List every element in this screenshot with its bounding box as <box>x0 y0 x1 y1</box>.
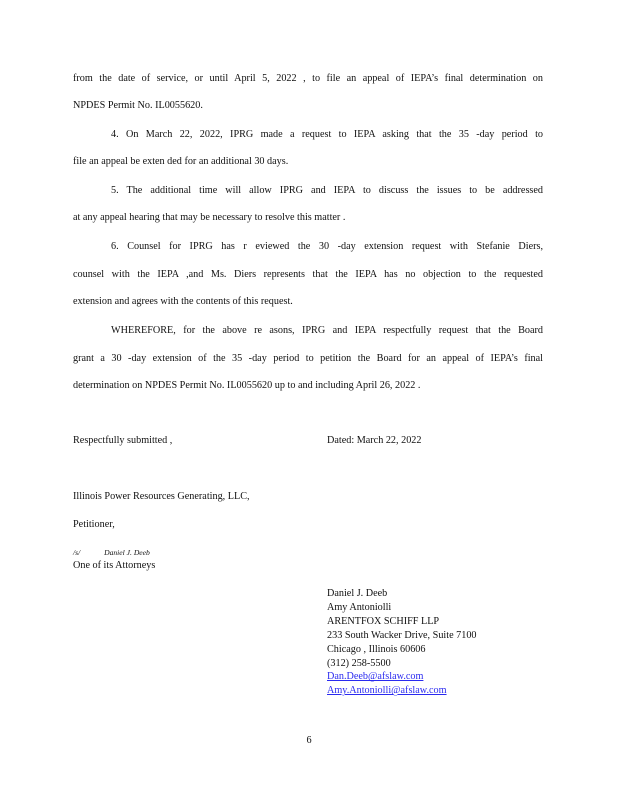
petitioner-label: Petitioner, <box>73 519 115 530</box>
email-link-amy[interactable]: Amy.Antoniolli@afslaw.com <box>327 685 447 697</box>
paragraph-6-line: 6. Counsel for IPRG has r eviewed the 30 -day extension request with Stefanie Diers, <box>111 241 543 252</box>
email-link-dan[interactable]: Dan.Deeb@afslaw.com <box>327 671 424 683</box>
street-address: 233 South Wacker Drive, Suite 7100 <box>327 629 477 641</box>
body-line: grant a 30 -day extension of the 35 -day period to petition the Board for an appeal of IEPA’s final <box>73 353 543 364</box>
body-line: extension and agrees with the contents of this request. <box>73 296 293 307</box>
signature-mark: /s/ <box>73 548 81 557</box>
body-line: from the date of service, or until April 5, 2022 , to file an appeal of IEPA’s final determination on <box>73 73 543 84</box>
body-line: determination on NPDES Permit No. IL0055620 up to and including April 26, 2022 . <box>73 380 421 391</box>
phone-number: (312) 258-5500 <box>327 657 391 669</box>
attorney-name: Amy Antoniolli <box>327 601 392 613</box>
body-line: counsel with the IEPA ,and Ms. Diers represents that the IEPA has no objection to the requested <box>73 269 543 280</box>
dated-line: Dated: March 22, 2022 <box>327 435 422 446</box>
body-line: at any appeal hearing that may be necessary to resolve this matter . <box>73 212 346 223</box>
company-name: Illinois Power Resources Generating, LLC, <box>73 491 250 502</box>
paragraph-4-line: 4. On March 22, 2022, IPRG made a request to IEPA asking that the 35 -day period to <box>111 129 543 140</box>
page-number: 6 <box>306 735 312 746</box>
wherefore-line: WHEREFORE, for the above re asons, IPRG and IEPA respectfully request that the Board <box>111 325 543 336</box>
firm-name: ARENTFOX SCHIFF LLP <box>327 615 440 627</box>
attorney-name: Daniel J. Deeb <box>327 588 388 599</box>
attorney-line: One of its Attorneys <box>73 560 156 571</box>
address-block <box>327 587 477 698</box>
body-line: NPDES Permit No. IL0055620. <box>73 100 203 111</box>
body-line: file an appeal be exten ded for an additional 30 days. <box>73 156 289 167</box>
signature-name: Daniel J. Deeb <box>104 548 150 557</box>
electronic-signature <box>73 548 150 557</box>
paragraph-5-line: 5. The additional time will allow IPRG and IEPA to discuss the issues to be addressed <box>111 185 543 196</box>
respectfully-submitted: Respectfully submitted , <box>73 435 173 446</box>
city-state-zip: Chicago , Illinois 60606 <box>327 643 426 655</box>
